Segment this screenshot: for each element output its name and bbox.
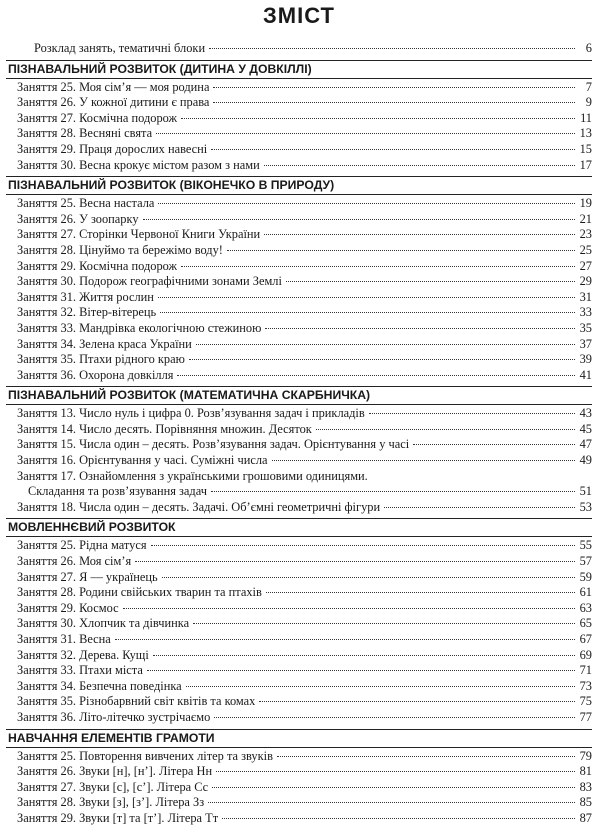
- toc-entry-label: Заняття 31. Життя рослин: [17, 289, 154, 304]
- toc-entry-page: 37: [579, 336, 592, 351]
- toc-entry-page: 6: [585, 41, 592, 55]
- toc-entry-label: Розклад занять, тематичні блоки: [34, 41, 206, 55]
- toc-entry[interactable]: [6, 352, 592, 368]
- toc-entry-label: Заняття 25. Моя сім’я — моя родина: [17, 79, 210, 94]
- toc-entry[interactable]: [6, 274, 592, 290]
- toc-entry-label: Заняття 27. Сторінки Червоної Книги України: [17, 227, 261, 242]
- toc-entry[interactable]: [6, 111, 592, 127]
- toc-entry-label: Заняття 13. Число нуль і цифра 0. Розв’язування задач і прикладів: [17, 406, 365, 421]
- leader-dots: [384, 507, 575, 508]
- toc-entry-page: 65: [579, 616, 592, 631]
- toc-entry-page: 41: [579, 367, 592, 382]
- toc-entry[interactable]: [6, 142, 592, 158]
- toc-entry-label: Заняття 26. У кожної дитини є права: [17, 95, 210, 110]
- toc-entry[interactable]: [6, 126, 592, 142]
- leader-dots: [158, 297, 575, 298]
- toc-entry-page: 87: [579, 810, 592, 825]
- toc-entry[interactable]: [6, 780, 592, 796]
- toc-entry[interactable]: [6, 321, 592, 337]
- toc-entry-page: 59: [579, 569, 592, 584]
- toc-sections: [6, 60, 592, 827]
- toc-entry-label: Заняття 29. Космос: [17, 600, 119, 615]
- toc-entry[interactable]: [6, 749, 592, 765]
- toc-entry-label: Заняття 18. Числа один – десять. Задачі. Об’ємні геометричні фігури: [17, 499, 381, 514]
- leader-dots: [160, 312, 575, 313]
- leader-dots: [413, 444, 575, 445]
- toc-entry[interactable]: [6, 616, 592, 632]
- toc-entry-page: 63: [579, 600, 592, 615]
- leader-dots: [216, 771, 575, 772]
- toc-entry-label: Заняття 32. Вітер-вітерець: [17, 305, 157, 320]
- leader-dots: [153, 655, 575, 656]
- leader-dots: [196, 344, 575, 345]
- toc-entry[interactable]: [6, 570, 592, 586]
- toc-entry-page: 27: [579, 258, 592, 273]
- toc-entry-label: Заняття 34. Зелена краса України: [17, 336, 192, 351]
- toc-entry-label: Заняття 34. Безпечна поведінка: [17, 678, 182, 693]
- leader-dots: [316, 429, 575, 430]
- toc-entry-page: 53: [579, 499, 592, 514]
- leader-dots: [162, 577, 575, 578]
- section-heading: МОВЛЕННЄВИЙ РОЗВИТОК: [6, 518, 592, 537]
- toc-entry[interactable]: [6, 601, 592, 617]
- leader-dots: [265, 328, 575, 329]
- toc-entry[interactable]: [6, 811, 592, 827]
- toc-entry-page: 7: [585, 79, 592, 94]
- toc-entry-page: 81: [579, 764, 592, 779]
- toc-entry-label: Заняття 26. У зоопарку: [17, 211, 139, 226]
- toc-entry[interactable]: [6, 368, 592, 384]
- toc-entry-label: Заняття 30. Хлопчик та дівчинка: [17, 616, 190, 631]
- toc-entry-label: Заняття 29. Праця дорослих навесні: [17, 141, 208, 156]
- leader-dots: [147, 670, 575, 671]
- leader-dots: [143, 219, 575, 220]
- toc-entry-page: 51: [579, 484, 592, 499]
- toc-entry[interactable]: [6, 196, 592, 212]
- toc-entry-page: 17: [579, 157, 592, 172]
- toc-entry-label: Заняття 25. Рідна матуся: [17, 538, 147, 553]
- toc-entry[interactable]: [6, 437, 592, 453]
- leader-dots: [151, 545, 575, 546]
- toc-entry-page: 13: [579, 126, 592, 141]
- toc-entry[interactable]: [6, 212, 592, 228]
- toc-entry-label: Заняття 16. Орієнтування у часі. Суміжні числа: [17, 453, 268, 468]
- leader-dots: [177, 375, 575, 376]
- leader-dots: [181, 266, 575, 267]
- toc-entry-label: Заняття 25. Повторення вивчених літер та звуків: [17, 748, 273, 763]
- toc-entry-page: 19: [579, 196, 592, 211]
- leader-dots: [277, 756, 575, 757]
- toc-entry-page: 35: [579, 320, 592, 335]
- leader-dots: [222, 818, 575, 819]
- toc-entry-label: Складання та розв’язування задач: [28, 484, 207, 499]
- toc-entry-page: 9: [585, 95, 592, 110]
- toc-entry-page: 57: [579, 554, 592, 569]
- toc-entry-label: Заняття 26. Моя сім’я: [17, 554, 132, 569]
- toc-entry-page: 33: [579, 305, 592, 320]
- toc-entry[interactable]: [6, 290, 592, 306]
- toc-entry-page: 75: [579, 694, 592, 709]
- leader-dots: [156, 133, 575, 134]
- toc-entry-label: Заняття 30. Подорож географічними зонами Землі: [17, 274, 282, 289]
- toc-entry-label: Заняття 28. Звуки [з], [з’]. Літера Зз: [17, 795, 205, 810]
- toc-section: [6, 176, 592, 383]
- toc-entry-label: Заняття 31. Весна: [17, 632, 111, 646]
- toc-entry-page: 85: [579, 795, 592, 810]
- toc-entry-label: Заняття 33. Мандрівка екологічною стежиною: [17, 320, 262, 335]
- leader-dots: [181, 118, 575, 119]
- toc-entry-label: Заняття 29. Космічна подорож: [17, 258, 178, 273]
- leader-dots: [209, 48, 575, 49]
- toc-entry-label: Заняття 36. Охорона довкілля: [17, 367, 174, 382]
- toc-entry-page: 61: [579, 585, 592, 600]
- toc-entry-page: 29: [579, 274, 592, 289]
- leader-dots: [123, 608, 575, 609]
- toc-entry[interactable]: [6, 648, 592, 664]
- leader-dots: [193, 623, 575, 624]
- toc-entry-page: 25: [579, 242, 592, 257]
- toc-entry-page: 67: [579, 632, 592, 646]
- toc-entry-page: 69: [579, 647, 592, 662]
- toc-entry-label: Заняття 35. Птахи рідного краю: [17, 352, 185, 367]
- leader-dots: [115, 639, 575, 640]
- toc-entry-page: 39: [579, 352, 592, 367]
- toc-entry-label: Заняття 27. Звуки [с], [с’]. Літера Сс: [17, 779, 209, 794]
- toc-entry-page: 71: [579, 663, 592, 678]
- toc-section: [6, 386, 592, 515]
- toc-entry[interactable]: [6, 243, 592, 259]
- toc-entry[interactable]: [6, 453, 592, 469]
- toc-entry-page: 79: [579, 748, 592, 763]
- toc-entry-label: Заняття 32. Дерева. Кущі: [17, 647, 149, 662]
- toc-entry-page: 77: [579, 709, 592, 724]
- toc-entry-page: 47: [579, 437, 592, 452]
- leader-dots: [135, 561, 575, 562]
- toc-entry[interactable]: [6, 227, 592, 243]
- toc-entry[interactable]: [6, 632, 592, 648]
- leader-dots: [227, 250, 575, 251]
- toc-entry[interactable]: [6, 795, 592, 811]
- toc-entry[interactable]: [6, 538, 592, 554]
- toc-entry[interactable]: [6, 585, 592, 601]
- toc-entry-page: 15: [579, 141, 592, 156]
- leader-dots: [259, 701, 575, 702]
- toc-entry-label: Заняття 14. Число десять. Порівняння множин. Десяток: [17, 421, 312, 436]
- leader-dots: [211, 149, 575, 150]
- toc-entry-label: Заняття 27. Я — українець: [17, 569, 158, 584]
- toc-entry-label: Заняття 25. Весна настала: [17, 196, 155, 211]
- leader-dots: [286, 281, 575, 282]
- toc-entry[interactable]: [6, 337, 592, 353]
- toc-entry-label: Заняття 29. Звуки [т] та [т’]. Літера Тт: [17, 810, 219, 825]
- toc-entry-page: 45: [579, 421, 592, 436]
- toc-entry-label: Заняття 30. Весна крокує містом разом з нами: [17, 157, 260, 172]
- leader-dots: [208, 802, 575, 803]
- toc-section: [6, 60, 592, 174]
- toc-entry[interactable]: [6, 679, 592, 695]
- section-heading: ПІЗНАВАЛЬНИЙ РОЗВИТОК (ВІКОНЕЧКО В ПРИРОДУ): [6, 176, 592, 195]
- toc-entry-page: 83: [579, 779, 592, 794]
- toc-entry-label: Заняття 33. Птахи міста: [17, 663, 143, 678]
- toc-entry[interactable]: [6, 259, 592, 275]
- toc-entry-page: 55: [579, 538, 592, 553]
- toc-entry[interactable]: [6, 95, 592, 111]
- leader-dots: [212, 787, 575, 788]
- toc-entry[interactable]: [6, 484, 592, 500]
- section-heading: ПІЗНАВАЛЬНИЙ РОЗВИТОК (МАТЕМАТИЧНА СКАРБНИЧКА): [6, 386, 592, 405]
- toc-entry[interactable]: [6, 422, 592, 438]
- leader-dots: [266, 592, 575, 593]
- toc-entry[interactable]: [6, 710, 592, 726]
- toc-entry-label: Заняття 27. Космічна подорож: [17, 110, 178, 125]
- leader-dots: [189, 359, 575, 360]
- leader-dots: [214, 717, 575, 718]
- section-heading: НАВЧАННЯ ЕЛЕМЕНТІВ ГРАМОТИ: [6, 729, 592, 748]
- leader-dots: [186, 686, 575, 687]
- toc-entry-page: 23: [579, 227, 592, 242]
- toc-entry[interactable]: [6, 663, 592, 679]
- toc-entry[interactable]: [6, 406, 592, 422]
- toc-entry-page: 31: [579, 289, 592, 304]
- toc-entry-label: Заняття 28. Родини свійських тварин та птахів: [17, 585, 262, 600]
- leader-dots: [264, 165, 575, 166]
- leader-dots: [213, 102, 575, 103]
- toc-entry[interactable]: [6, 694, 592, 710]
- leader-dots: [158, 203, 575, 204]
- toc-entry-label: Заняття 15. Числа один – десять. Розв’язування задач. Орієнтування у часі: [17, 437, 410, 452]
- toc-entry-page: 73: [579, 678, 592, 693]
- toc-entry[interactable]: [6, 305, 592, 321]
- toc-entry-page: 43: [579, 406, 592, 421]
- toc-entry-label: Заняття 28. Цінуймо та бережімо воду!: [17, 242, 223, 257]
- toc-entry-label: Заняття 35. Різнобарвний світ квітів та комах: [17, 694, 256, 709]
- toc-entry-label: Заняття 28. Весняні свята: [17, 126, 153, 141]
- toc-entry[interactable]: [6, 554, 592, 570]
- leader-dots: [369, 413, 575, 414]
- toc-entry-page: 49: [579, 453, 592, 468]
- toc-entry[interactable]: [6, 158, 592, 174]
- leader-dots: [272, 460, 575, 461]
- toc-entry-label: Заняття 17. Ознайомлення з українськими грошовими одиницями.: [17, 468, 368, 483]
- toc-entry[interactable]: [6, 80, 592, 96]
- leader-dots: [264, 234, 575, 235]
- toc-section: [6, 729, 592, 827]
- toc-entry[interactable]: [6, 469, 592, 485]
- leader-dots: [211, 491, 575, 492]
- section-heading: ПІЗНАВАЛЬНИЙ РОЗВИТОК (ДИТИНА У ДОВКІЛЛІ): [6, 60, 592, 79]
- leader-dots: [213, 87, 575, 88]
- toc-entry-intro[interactable]: [6, 41, 592, 57]
- toc-entry[interactable]: [6, 764, 592, 780]
- toc-entry-page: 11: [580, 110, 592, 125]
- page-title: ЗМІСТ: [263, 3, 335, 28]
- toc-entry-label: Заняття 26. Звуки [н], [н’]. Літера Нн: [17, 764, 213, 779]
- toc-entry-page: 21: [579, 211, 592, 226]
- toc-section: [6, 518, 592, 725]
- toc-entry[interactable]: [6, 500, 592, 516]
- toc-entry-label: Заняття 36. Літо-літечко зустрічаємо: [17, 709, 211, 724]
